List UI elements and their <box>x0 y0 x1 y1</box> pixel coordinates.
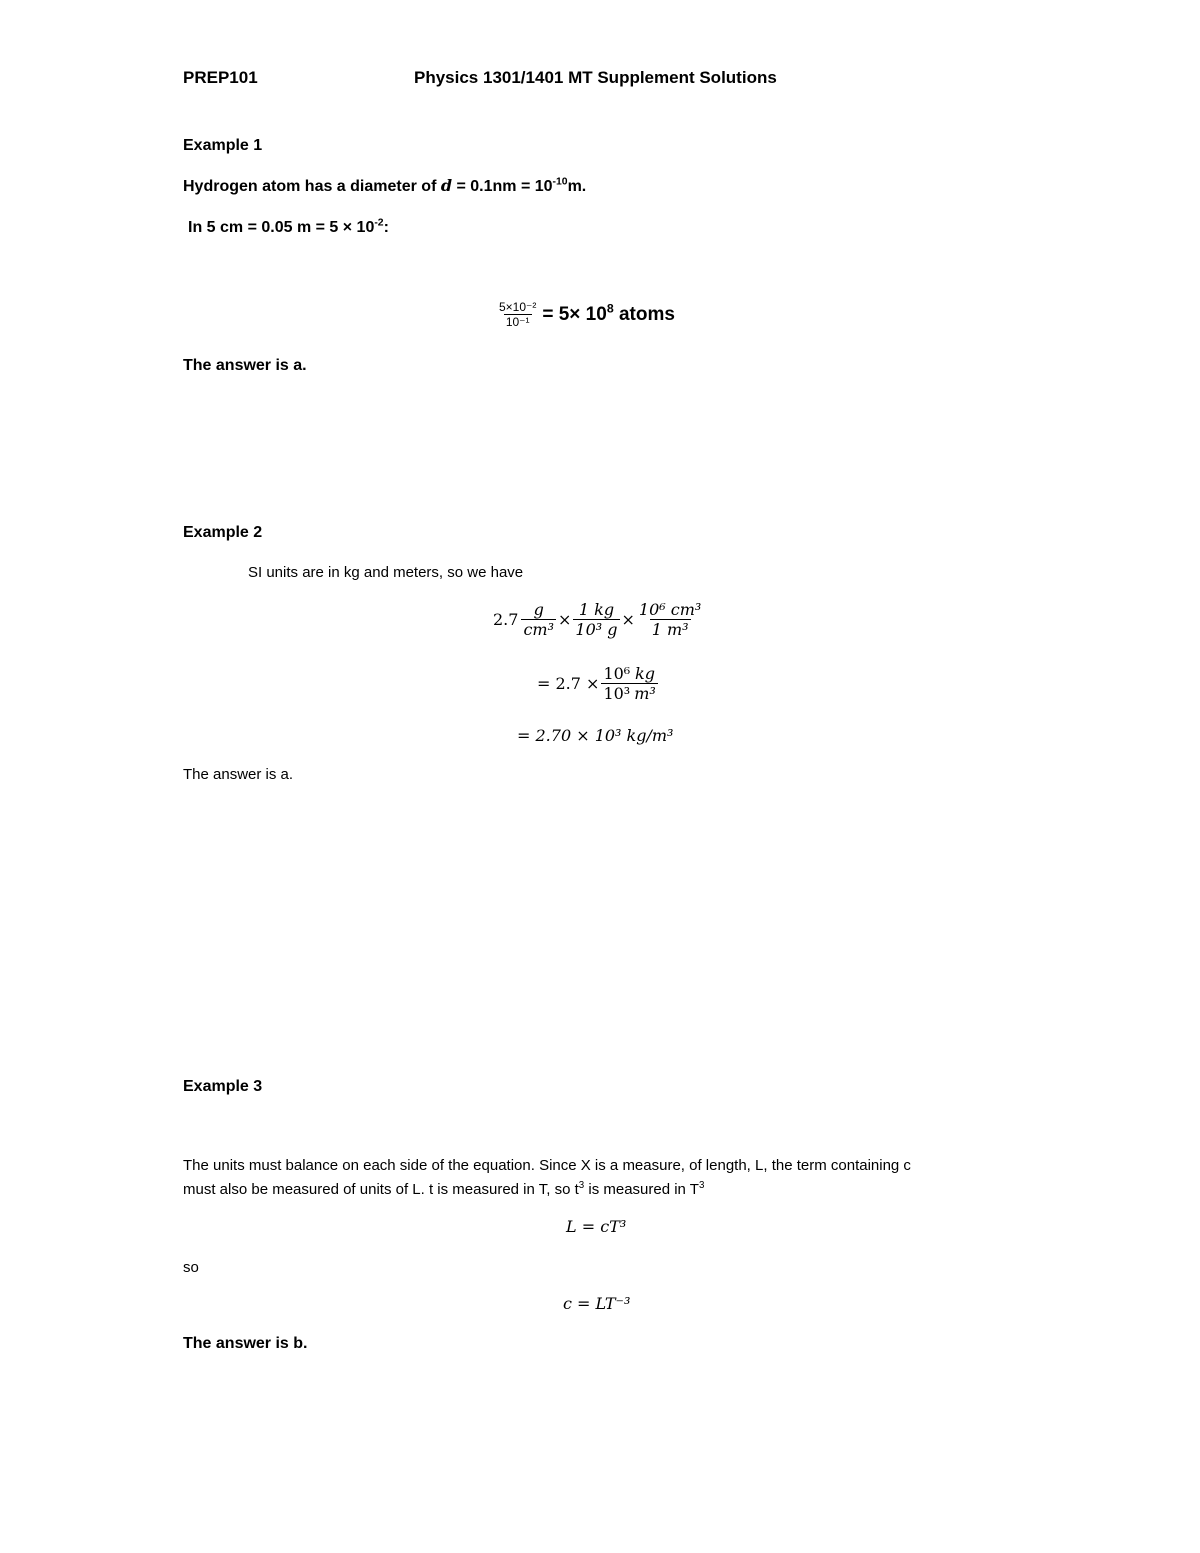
example1-line1-suffix: m. <box>567 178 587 195</box>
example1-result-prefix: = 5× 10 <box>542 303 607 325</box>
example3-answer: The answer is b. <box>183 1335 308 1352</box>
example2-eq1-frac1-num: g <box>533 600 544 619</box>
example2-eq1-times1: × <box>558 610 572 629</box>
example2-eq1-frac2-den: 10³ g <box>575 620 618 639</box>
example3-so: so <box>183 1259 199 1276</box>
example3-para-line2-mid: is measured in T <box>584 1181 699 1198</box>
example2-eq1-frac2 <box>573 600 619 639</box>
example1-line2-suffix: : <box>383 219 389 236</box>
example1-heading: Example 1 <box>183 137 263 154</box>
example2-eq2-frac1 <box>601 664 632 703</box>
example2-answer: The answer is a. <box>183 766 294 783</box>
example2-equation3: = 2.70 × 10³ kg/m³ <box>517 726 674 745</box>
example3-para-line2-exp1: 3 <box>578 1180 585 1191</box>
header-left: PREP101 <box>183 68 258 87</box>
example3-para-line1: The units must balance on each side of the equation. Since X is a measure, of length, L, the term containing c <box>183 1157 911 1174</box>
example1-frac-den: 10⁻¹ <box>505 315 530 329</box>
example1-result-suffix: atoms <box>613 303 675 325</box>
example1-line1-mid: = 0.1nm = 10 <box>452 178 553 195</box>
example3-equation2: c = LT⁻³ <box>563 1294 631 1313</box>
document-title: Physics 1301/1401 MT Supplement Solutions <box>414 68 777 87</box>
example2-equation2 <box>537 664 658 703</box>
example2-eq1-frac3 <box>637 600 703 639</box>
example2-eq1-frac3-den: 1 m³ <box>651 620 689 639</box>
example2-equation1 <box>493 600 703 639</box>
example1-result-exp: 8 <box>606 301 614 316</box>
example2-eq2-frac2-den: m³ <box>634 684 656 703</box>
example2-eq2-prefix: = 2.7 × <box>537 674 600 693</box>
example2-eq2-frac1-den: 10³ <box>603 684 631 703</box>
example2-eq1-frac1-den: cm³ <box>523 620 554 639</box>
example2-eq1-frac3-num: 10⁶ cm³ <box>638 600 702 619</box>
example3-para-line2-exp2: 3 <box>698 1180 705 1191</box>
example1-answer: The answer is a. <box>183 357 307 374</box>
example2-eq1-frac2-num: 1 kg <box>578 600 615 619</box>
example2-eq2-frac1-num: 10⁶ <box>603 664 631 683</box>
example2-eq1-coef: 2.7 <box>493 610 519 629</box>
example1-equation <box>497 300 675 329</box>
example3-equation1: L = cT³ <box>566 1217 627 1236</box>
example1-line1-prefix: Hydrogen atom has a diameter of <box>183 178 441 195</box>
example1-line1-exp: -10 <box>552 176 568 188</box>
example1-fraction <box>497 300 538 329</box>
example1-line2-exp: -2 <box>374 217 384 229</box>
example3-para-line2 <box>183 1181 704 1198</box>
example1-result <box>542 301 675 326</box>
example2-intro: SI units are in kg and meters, so we have <box>248 564 524 581</box>
example1-line2-prefix: In 5 cm = 0.05 m = 5 × 10 <box>188 219 375 236</box>
example1-frac-num: 5×10⁻² <box>499 300 537 314</box>
example2-eq2-frac2-num: kg <box>635 664 655 683</box>
example1-line1-var: d <box>440 176 453 195</box>
example2-eq1-frac1 <box>521 600 556 639</box>
example1-line2 <box>188 219 389 237</box>
example2-eq1-times2: × <box>621 610 635 629</box>
example3-para-line2-prefix: must also be measured of units of L. t is measured in T, so t <box>183 1181 579 1198</box>
example1-line1 <box>183 176 586 196</box>
example2-eq2-frac2 <box>632 664 658 703</box>
example3-heading: Example 3 <box>183 1078 263 1095</box>
example2-heading: Example 2 <box>183 524 263 541</box>
